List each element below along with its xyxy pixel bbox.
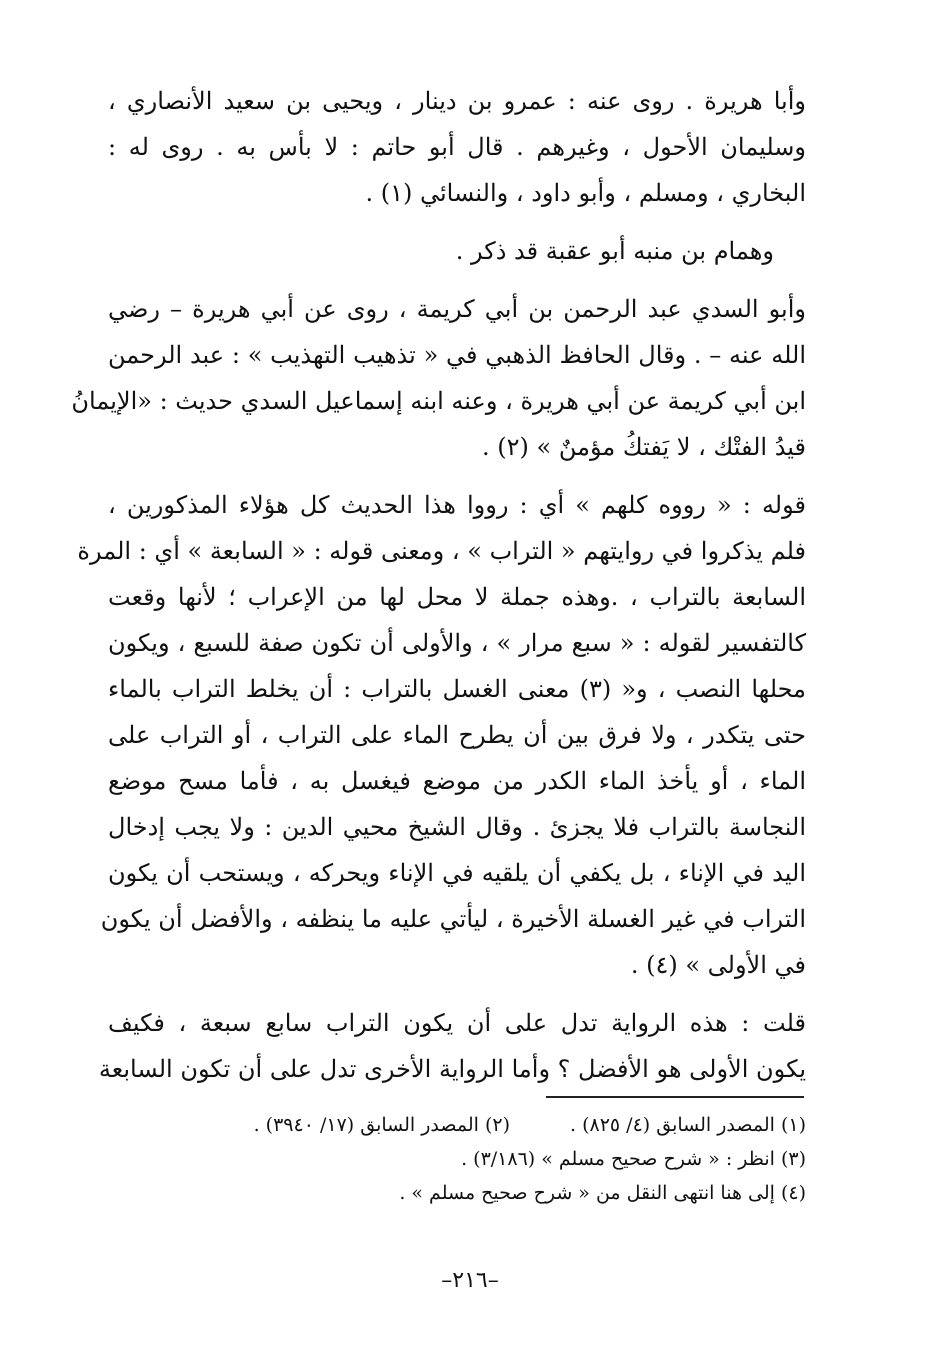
text-line: في الأولى » (٤) .	[630, 951, 806, 979]
text-line: فلم يذكروا في روايتهم « التراب » ، ومعنى قوله : « السابعة » أي : المرة	[77, 537, 806, 565]
text-line: قلت : هذه الرواية تدل على أن يكون التراب سابع سبعة ، فكيف	[108, 1009, 806, 1037]
page-number: –٢١٦–	[441, 1268, 499, 1293]
footnote-row	[108, 1142, 806, 1176]
text-line: الله عنه – . وقال الحافظ الذهبي في « تذهيب التهذيب » : عبد الرحمن	[108, 341, 806, 369]
footnote-divider	[546, 1096, 804, 1098]
text-line: محلها النصب ، و« (٣) معنى الغسل بالتراب : أن يخلط التراب بالماء	[108, 675, 806, 703]
text-line: ابن أبي كريمة عن أبي هريرة ، وعنه ابنه إسماعيل السدي حديث : «الإيمانُ	[71, 387, 806, 415]
text-line: قيدُ الفتْك ، لا يَفتكُ مؤمنٌ » (٢) .	[482, 433, 806, 461]
text-line: اليد في الإناء ، بل يكفي أن يلقيه في الإناء ويحركه ، ويستحب أن يكون	[108, 859, 806, 887]
text-line: وهمام بن منبه أبو عقبة قد ذكر .	[455, 237, 774, 265]
footnote-row	[108, 1176, 806, 1210]
text-line: قوله : « رووه كلهم » أي : رووا هذا الحديث كل هؤلاء المذكورين ،	[108, 491, 806, 519]
footnote-1: (١) المصدر السابق (٤/ ٨٢٥) .	[570, 1114, 806, 1136]
text-line: السابعة بالتراب ، .وهذه جملة لا محل لها من الإعراب ؛ لأنها وقعت	[108, 583, 806, 611]
footnote-2: (٢) المصدر السابق (١٧/ ٣٩٤٠) .	[253, 1114, 510, 1136]
text-line: البخاري ، ومسلم ، وأبو داود ، والنسائي (١) .	[365, 179, 806, 207]
text-line: وسليمان الأحول ، وغيرهم . قال أبو حاتم : لا بأس به . روى له :	[108, 133, 806, 161]
text-line: حتى يتكدر ، ولا فرق بين أن يطرح الماء على التراب ، أو التراب على	[108, 721, 806, 749]
text-line: التراب في غير الغسلة الأخيرة ، ليأتي عليه ما ينظفه ، والأفضل أن يكون	[100, 905, 806, 933]
text-line: وأبو السدي عبد الرحمن بن أبي كريمة ، روى عن أبي هريرة – رضي	[108, 295, 806, 323]
paragraph-2	[108, 228, 806, 274]
paragraph-4	[77, 482, 806, 988]
text-line: يكون الأولى هو الأفضل ؟ وأما الرواية الأخرى تدل على أن تكون السابعة	[98, 1055, 806, 1083]
paragraph-5	[98, 1000, 806, 1092]
paragraph-3	[71, 286, 806, 470]
footnote-3: (٣) انظر : « شرح صحيح مسلم » (٣/١٨٦) .	[461, 1148, 806, 1170]
main-text	[71, 78, 806, 1104]
text-line: الماء ، أو يأخذ الماء الكدر من موضع فيغسل به ، فأما مسح موضع	[108, 767, 806, 795]
text-line: كالتفسير لقوله : « سبع مرار » ، والأولى أن تكون صفة للسبع ، ويكون	[108, 629, 806, 657]
paragraph-1	[108, 78, 806, 216]
footnotes	[108, 1108, 806, 1210]
text-line: النجاسة بالتراب فلا يجزئ . وقال الشيخ محيي الدين : ولا يجب إدخال	[108, 813, 806, 841]
text-line: وأبا هريرة . روى عنه : عمرو بن دينار ، ويحيى بن سعيد الأنصاري ،	[108, 87, 806, 115]
footnote-row	[108, 1108, 806, 1142]
footnote-4: (٤) إلى هنا انتهى النقل من « شرح صحيح مسلم » .	[399, 1182, 806, 1204]
